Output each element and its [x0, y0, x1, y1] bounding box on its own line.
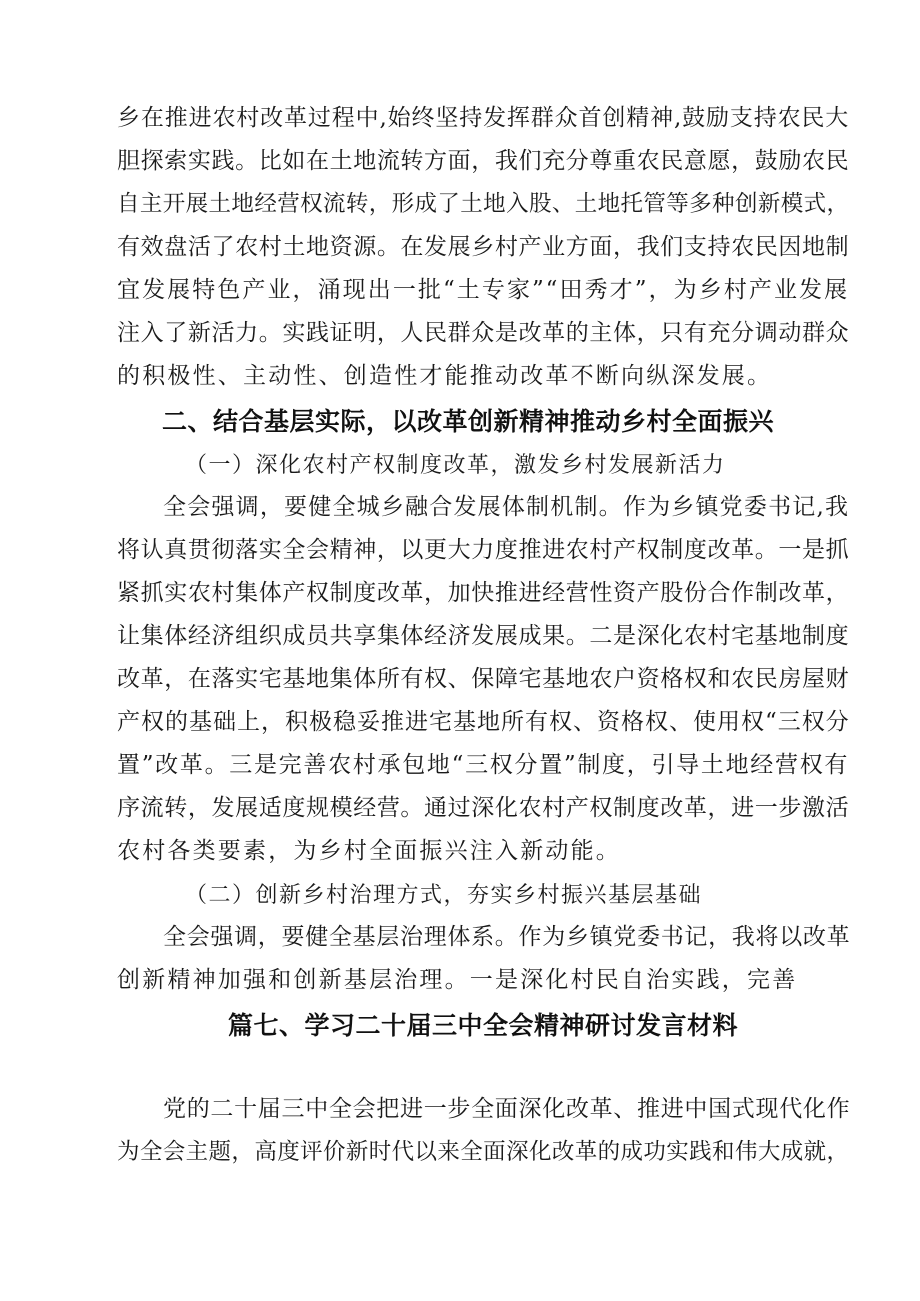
paragraph-line: 宜发展特色产业，涌现出一批“土专家”“田秀才”，为乡村产业发展	[117, 277, 849, 303]
chapter-title: 篇七、学习二十届三中全会精神研讨发言材料	[228, 1011, 739, 1040]
paragraph-line: 全会强调，要健全基层治理体系。作为乡镇党委书记，我将以改革	[163, 924, 851, 950]
paragraph-line: 紧抓实农村集体产权制度改革，加快推进经营性资产股份合作制改革，	[117, 580, 849, 606]
paragraph-line: 胆探索实践。比如在土地流转方面，我们充分尊重农民意愿，鼓励农民	[117, 148, 849, 174]
section-heading: 二、结合基层实际，以改革创新精神推动乡村全面振兴	[162, 407, 775, 436]
paragraph-line: 自主开展土地经营权流转，形成了土地入股、土地托管等多种创新模式，	[117, 191, 849, 217]
paragraph-line: 产权的基础上，积极稳妥推进宅基地所有权、资格权、使用权“三权分	[117, 709, 850, 735]
paragraph-line: 乡在推进农村改革过程中,始终坚持发挥群众首创精神,鼓励支持农民大	[117, 105, 849, 131]
paragraph-line: 有效盘活了农村土地资源。在发展乡村产业方面，我们支持农民因地制	[117, 234, 849, 260]
paragraph-line: 全会强调，要健全城乡融合发展体制机制。作为乡镇党委书记,我	[163, 494, 849, 520]
subsection-heading: （一）深化农村产权制度改革，激发乡村发展新活力	[185, 453, 726, 478]
subsection-heading: （二）创新乡村治理方式，夯实乡村振兴基层基础	[185, 883, 703, 908]
paragraph-line: 党的二十届三中全会把进一步全面深化改革、推进中国式现代化作	[163, 1096, 851, 1122]
paragraph-line: 置”改革。三是完善农村承包地“三权分置”制度，引导土地经营权有	[117, 752, 849, 778]
paragraph-line: 农村各类要素，为乡村全面振兴注入新动能。	[117, 838, 621, 864]
paragraph-line: 的积极性、主动性、创造性才能推动改革不断向纵深发展。	[117, 363, 773, 389]
paragraph-line: 将认真贯彻落实全会精神，以更大力度推进农村产权制度改革。一是抓	[117, 537, 849, 563]
paragraph-line: 注入了新活力。实践证明，人民群众是改革的主体，只有充分调动群众	[117, 320, 849, 346]
paragraph-line: 让集体经济组织成员共享集体经济发展成果。二是深化农村宅基地制度	[117, 623, 849, 649]
paragraph-line: 改革，在落实宅基地集体所有权、保障宅基地农户资格权和农民房屋财	[117, 666, 849, 692]
paragraph-line: 创新精神加强和创新基层治理。一是深化村民自治实践，完善	[117, 967, 798, 993]
paragraph-line: 序流转，发展适度规模经营。通过深化农村产权制度改革，进一步激活	[117, 795, 849, 821]
paragraph-line: 为全会主题，高度评价新时代以来全面深化改革的成功实践和伟大成就，	[117, 1139, 849, 1165]
